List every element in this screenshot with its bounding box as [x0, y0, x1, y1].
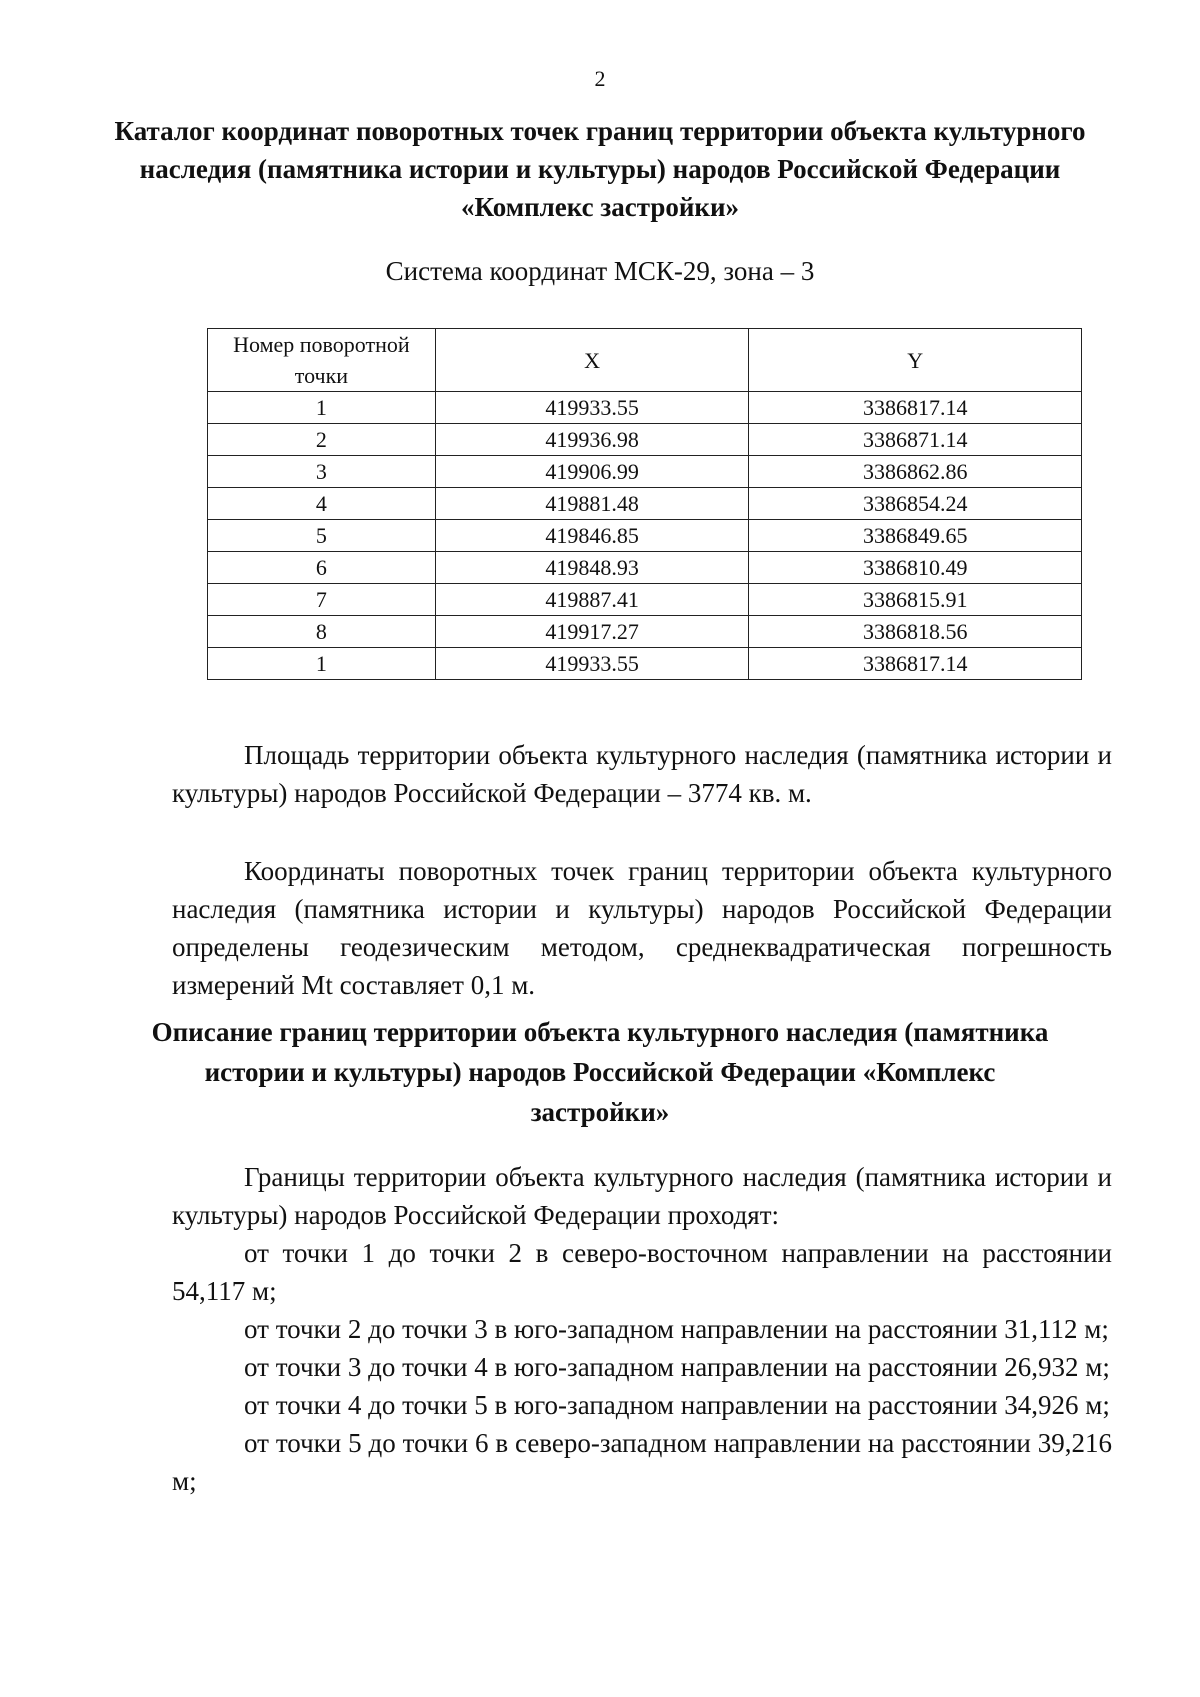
table-header-row — [208, 329, 1082, 392]
point-number-cell: 8 — [208, 616, 436, 648]
table-row — [208, 552, 1082, 584]
x-cell: 419848.93 — [435, 552, 749, 584]
y-cell: 3386849.65 — [749, 520, 1082, 552]
x-cell: 419936.98 — [435, 424, 749, 456]
x-cell: 419906.99 — [435, 456, 749, 488]
boundary-segment: от точки 2 до точки 3 в юго-западном направлении на расстоянии 31,112 м; — [244, 1314, 1109, 1344]
x-cell: 419917.27 — [435, 616, 749, 648]
table-row — [208, 424, 1082, 456]
x-cell: 419933.55 — [435, 392, 749, 424]
point-number-cell: 6 — [208, 552, 436, 584]
page-number: 2 — [594, 66, 606, 91]
x-cell: 419887.41 — [435, 584, 749, 616]
point-number-cell: 4 — [208, 488, 436, 520]
table-row — [208, 616, 1082, 648]
method-paragraph: Координаты поворотных точек границ территории объекта культурного наследия (памятника истории и культуры) народов Российской Федерации определены геодезическим методом, среднеквадратическая погрешность измерений Mt составляет 0,1 м. — [172, 856, 1112, 1000]
point-number-cell: 1 — [208, 648, 436, 680]
y-cell: 3386817.14 — [749, 648, 1082, 680]
table-row — [208, 584, 1082, 616]
y-cell: 3386854.24 — [749, 488, 1082, 520]
boundary-segment: от точки 3 до точки 4 в юго-западном направлении на расстоянии 26,932 м; — [244, 1352, 1110, 1382]
y-cell: 3386815.91 — [749, 584, 1082, 616]
y-cell: 3386810.49 — [749, 552, 1082, 584]
boundaries-intro: Границы территории объекта культурного наследия (памятника истории и культуры) народов Российской Федерации проходят: — [172, 1162, 1112, 1230]
table-row — [208, 488, 1082, 520]
x-cell: 419933.55 — [435, 648, 749, 680]
table-row — [208, 392, 1082, 424]
table-row — [208, 456, 1082, 488]
x-cell: 419881.48 — [435, 488, 749, 520]
point-number-cell: 1 — [208, 392, 436, 424]
table-row — [208, 648, 1082, 680]
table-row — [208, 520, 1082, 552]
boundary-segment: от точки 1 до точки 2 в северо-восточном направлении на расстоянии 54,117 м; — [172, 1238, 1112, 1306]
description-heading: Описание границ территории объекта культурного наследия (памятника истории и культуры) народов Российской Федерации «Комплекс застройки» — [151, 1017, 1049, 1127]
point-number-cell: 2 — [208, 424, 436, 456]
header-y: Y — [749, 329, 1082, 392]
coordinates-table — [207, 328, 1082, 680]
boundaries-section — [172, 1158, 1112, 1500]
boundary-segment: от точки 4 до точки 5 в юго-западном направлении на расстоянии 34,926 м; — [244, 1390, 1110, 1420]
header-point-number: Номер поворотной точки — [208, 329, 436, 392]
point-number-cell: 3 — [208, 456, 436, 488]
header-x: X — [435, 329, 749, 392]
area-paragraph: Площадь территории объекта культурного наследия (памятника истории и культуры) народов Российской Федерации – 3774 кв. м. — [172, 740, 1112, 808]
boundary-segment: от точки 5 до точки 6 в северо-западном направлении на расстоянии 39,216 м; — [172, 1428, 1112, 1496]
point-number-cell: 7 — [208, 584, 436, 616]
x-cell: 419846.85 — [435, 520, 749, 552]
y-cell: 3386862.86 — [749, 456, 1082, 488]
y-cell: 3386817.14 — [749, 392, 1082, 424]
point-number-cell: 5 — [208, 520, 436, 552]
page-title: Каталог координат поворотных точек границ территории объекта культурного наследия (памятника истории и культуры) народов Российской Федерации «Комплекс застройки» — [114, 116, 1086, 222]
y-cell: 3386818.56 — [749, 616, 1082, 648]
y-cell: 3386871.14 — [749, 424, 1082, 456]
coordinate-system-label: Система координат МСК-29, зона – 3 — [385, 256, 815, 286]
